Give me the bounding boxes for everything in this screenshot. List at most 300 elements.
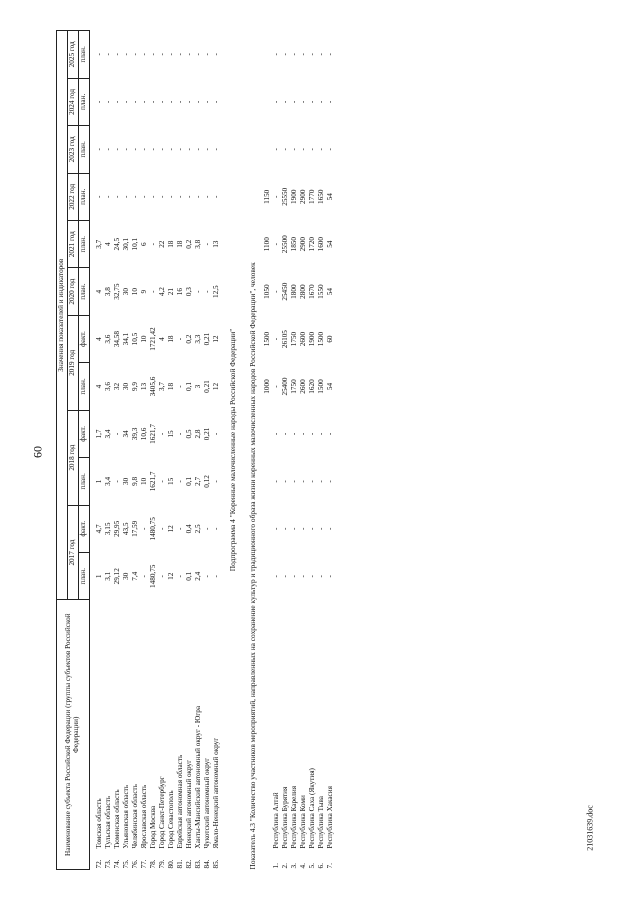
value-cell: -: [104, 195, 113, 198]
value-cell: 1720: [307, 237, 316, 252]
value-cell: -: [203, 243, 212, 246]
region-name: Тульская область: [104, 796, 113, 849]
value-cell: 2900: [298, 189, 307, 204]
value-cell: 34,58: [113, 331, 122, 348]
value-cell: -: [131, 195, 140, 198]
row-number: 4.: [298, 863, 307, 869]
region-name-cell: [104, 600, 113, 870]
value-cell: [263, 553, 272, 600]
value-cell: 1500: [316, 331, 325, 347]
table-row: [176, 31, 185, 870]
value-cell: -: [271, 480, 280, 483]
value-cell: -: [298, 148, 307, 151]
value-cell: -: [212, 480, 221, 483]
value-cell: -: [325, 575, 334, 578]
value-cell: 54: [325, 288, 334, 296]
value-cell: -: [289, 148, 298, 151]
value-cell: -: [271, 195, 280, 198]
value-cell: 3,4: [104, 476, 113, 486]
subprogram-row: [221, 31, 244, 870]
region-name-cell: [140, 600, 149, 870]
value-cell: -: [149, 100, 158, 104]
value-cell: 0,1: [185, 382, 194, 392]
value-cell: -: [212, 527, 221, 531]
value-cell: -: [280, 432, 289, 436]
value-cell: 1721,42: [149, 327, 158, 351]
value-cell: -: [149, 53, 158, 56]
row-number: 85.: [212, 859, 221, 869]
value-cell: [263, 78, 272, 125]
value-cell: 0,12: [203, 475, 212, 488]
value-cell: -: [158, 432, 167, 436]
region-name: Ульяновская область: [122, 784, 131, 849]
region-name-cell: [299, 600, 308, 870]
value-cell: -: [95, 53, 104, 56]
header-plan: план.: [79, 363, 90, 410]
value-cell: 0,2: [185, 239, 194, 249]
value-cell: -: [131, 53, 140, 56]
value-cell: 1550: [316, 284, 325, 299]
value-cell: -: [185, 100, 194, 104]
value-cell: 4: [95, 384, 104, 389]
value-cell: 30: [122, 572, 131, 580]
value-cell: -: [212, 148, 221, 151]
value-cell: -: [131, 148, 140, 151]
value-cell: 30: [122, 477, 131, 485]
value-cell: -: [307, 432, 316, 436]
value-cell: 1900: [307, 331, 316, 347]
value-cell: -: [167, 148, 176, 151]
value-cell: [263, 458, 272, 505]
value-cell: -: [280, 148, 289, 151]
value-cell: 1050: [262, 284, 271, 299]
region-name: Республика Бурятия: [280, 786, 289, 849]
value-cell: -: [176, 148, 185, 151]
value-cell: 1770: [307, 189, 316, 204]
value-cell: -: [176, 195, 185, 198]
region-name: Тюменская область: [113, 789, 122, 849]
row-number: 73.: [104, 859, 113, 869]
value-cell: [263, 410, 272, 457]
value-cell: 6: [140, 242, 149, 246]
value-cell: -: [104, 53, 113, 56]
value-cell: -: [271, 432, 280, 436]
value-cell: -: [289, 480, 298, 483]
row-number: 83.: [194, 859, 203, 869]
value-cell: -: [280, 527, 289, 531]
region-name-cell: [308, 600, 317, 870]
value-cell: -: [212, 575, 221, 578]
value-cell: -: [176, 337, 185, 341]
value-cell: 1621,7: [149, 471, 158, 492]
value-cell: -: [212, 100, 221, 104]
value-cell: 1000: [262, 379, 271, 394]
value-cell: 15: [167, 477, 176, 485]
value-cell: 2,4: [194, 571, 203, 581]
value-cell: 10: [140, 477, 149, 485]
value-cell: 4,7: [95, 524, 104, 534]
indicator-row: [244, 31, 263, 870]
value-cell: -: [316, 53, 325, 56]
row-number: 76.: [131, 859, 140, 869]
value-cell: -: [325, 148, 334, 151]
value-cell: -: [280, 575, 289, 578]
value-cell: -: [158, 575, 167, 578]
row-number: 78.: [149, 859, 158, 869]
value-cell: -: [176, 100, 185, 104]
value-cell: 25400: [280, 377, 289, 396]
value-cell: -: [176, 385, 185, 388]
row-number: 6.: [316, 863, 325, 869]
table-row: [194, 31, 203, 870]
value-cell: -: [149, 243, 158, 246]
value-cell: -: [289, 527, 298, 531]
value-cell: 12: [167, 525, 176, 533]
value-cell: -: [104, 148, 113, 151]
value-cell: -: [95, 100, 104, 104]
value-cell: -: [316, 575, 325, 578]
value-cell: 0,1: [185, 571, 194, 581]
value-cell: -: [158, 100, 167, 104]
value-cell: 4,2: [158, 287, 167, 297]
header-plan: план.: [79, 553, 90, 600]
region-name-cell: [149, 600, 158, 870]
value-cell: -: [307, 53, 316, 56]
value-cell: -: [316, 100, 325, 104]
value-cell: 29,12: [113, 568, 122, 585]
value-cell: 2,5: [194, 524, 203, 534]
row-number: 81.: [176, 859, 185, 869]
header-year: 2025 год: [68, 31, 79, 79]
region-name: Томская область: [95, 798, 104, 849]
value-cell: -: [289, 575, 298, 578]
table-row: [263, 31, 272, 870]
value-cell: 2600: [298, 379, 307, 394]
value-cell: 0,4: [185, 524, 194, 534]
value-cell: 3: [194, 384, 203, 389]
value-cell: 9,8: [131, 476, 140, 486]
value-cell: 0,21: [203, 332, 212, 346]
value-cell: 1750: [289, 379, 298, 394]
value-cell: -: [316, 480, 325, 483]
header-plan: план.: [79, 126, 90, 173]
value-cell: -: [194, 148, 203, 151]
value-cell: -: [167, 195, 176, 198]
value-cell: -: [149, 195, 158, 198]
value-cell: -: [298, 53, 307, 56]
row-number: 84.: [203, 859, 212, 869]
region-name-cell: [158, 600, 167, 870]
value-cell: -: [307, 527, 316, 531]
value-cell: -: [194, 290, 203, 293]
region-name: Республика Карелия: [289, 785, 298, 849]
value-cell: 26105: [280, 330, 289, 349]
value-cell: -: [95, 148, 104, 151]
value-cell: -: [131, 100, 140, 104]
value-cell: 7,4: [131, 571, 140, 581]
region-name-cell: [326, 600, 335, 870]
region-name: Город Санкт-Петербург: [158, 776, 167, 849]
header-fact: факт.: [79, 410, 90, 457]
value-cell: -: [325, 100, 334, 104]
value-cell: -: [307, 575, 316, 578]
value-cell: -: [122, 148, 131, 151]
value-cell: 34: [122, 430, 131, 438]
table-row: [281, 31, 290, 870]
value-cell: -: [203, 575, 212, 578]
value-cell: 29,95: [113, 520, 122, 537]
row-number: 80.: [167, 859, 176, 869]
table-row: [326, 31, 335, 870]
table-row: [95, 31, 104, 870]
value-cell: -: [176, 53, 185, 56]
value-cell: -: [203, 53, 212, 56]
table-body: [90, 31, 335, 870]
header-year: 2021 год: [68, 220, 79, 267]
value-cell: -: [325, 432, 334, 436]
value-cell: 25550: [280, 187, 289, 206]
header-plan: план.: [79, 268, 90, 315]
value-cell: 3,6: [104, 334, 113, 344]
table-row: [122, 31, 131, 870]
region-name-cell: [131, 600, 140, 870]
header-fact: факт.: [79, 505, 90, 552]
value-cell: 43,5: [122, 522, 131, 536]
region-name-cell: [194, 600, 203, 870]
row-number: 79.: [158, 859, 167, 869]
value-cell: 1480,75: [149, 564, 158, 588]
header-plan: план.: [79, 173, 90, 220]
value-cell: 10,6: [140, 427, 149, 441]
header-year: 2019 год: [68, 315, 79, 410]
value-cell: 9,9: [131, 382, 140, 392]
value-cell: -: [289, 432, 298, 436]
region-name: Ханты-Мансийский автономный округ - Югра: [194, 705, 203, 849]
region-name: Ямало-Ненецкий автономный округ: [212, 737, 221, 849]
value-cell: 4: [104, 242, 113, 246]
value-cell: -: [185, 53, 194, 56]
value-cell: 3,15: [104, 522, 113, 536]
value-cell: 3,1: [104, 571, 113, 581]
value-cell: -: [307, 100, 316, 104]
value-cell: -: [307, 148, 316, 151]
value-cell: 1500: [316, 379, 325, 394]
table-row: [104, 31, 113, 870]
region-name: Город Москва: [149, 805, 158, 849]
value-cell: 22: [158, 240, 167, 248]
value-cell: -: [325, 53, 334, 56]
value-cell: -: [158, 148, 167, 151]
value-cell: 2600: [298, 331, 307, 347]
value-cell: -: [280, 53, 289, 56]
value-cell: 10,5: [131, 332, 140, 346]
region-name-cell: [176, 600, 185, 870]
value-cell: 1: [95, 574, 104, 579]
value-cell: -: [271, 385, 280, 388]
value-cell: 3,3: [194, 334, 203, 344]
value-cell: -: [113, 432, 122, 436]
value-cell: 0,2: [185, 334, 194, 344]
value-cell: -: [212, 195, 221, 198]
value-cell: 2,8: [194, 429, 203, 439]
table-row: [185, 31, 194, 870]
value-cell: -: [149, 290, 158, 293]
value-cell: 30: [122, 382, 131, 391]
region-name: Ярославская область: [140, 784, 149, 849]
value-cell: 1620: [307, 379, 316, 394]
value-cell: -: [271, 337, 280, 341]
value-cell: 54: [325, 193, 334, 201]
region-name-cell: [263, 600, 272, 870]
value-cell: 2900: [298, 237, 307, 252]
value-cell: -: [271, 100, 280, 104]
value-cell: 3,8: [104, 287, 113, 297]
row-number: 75.: [122, 859, 131, 869]
value-cell: 39,3: [131, 427, 140, 441]
row-number: 2.: [280, 863, 289, 869]
header-region-name: Наименование субъекта Российской Федерации (группы субъектов Российской Федерации): [57, 600, 90, 870]
value-cell: 18: [176, 240, 185, 248]
value-cell: 3,6: [104, 382, 113, 392]
value-cell: 1480,75: [149, 517, 158, 541]
value-cell: -: [104, 100, 113, 104]
table-row: [212, 31, 221, 870]
region-name: Чукотский автономный округ: [203, 757, 212, 849]
value-cell: [263, 126, 272, 173]
value-cell: -: [316, 432, 325, 436]
value-cell: -: [212, 53, 221, 56]
region-name: Челябинская область: [131, 784, 140, 849]
value-cell: 12: [167, 572, 176, 580]
value-cell: 13: [212, 240, 221, 248]
value-cell: -: [289, 53, 298, 56]
value-cell: 15: [167, 430, 176, 438]
table-row: [131, 31, 140, 870]
table-header: [57, 31, 90, 870]
value-cell: -: [271, 575, 280, 578]
value-cell: -: [185, 148, 194, 151]
indicator-title: Показатель 4.3 "Количество участников мероприятий, направленных на сохранение культур и традиционного образа жизни коренных малочисленных народов Российской Федерации", человек: [248, 262, 257, 870]
row-number: 74.: [113, 859, 122, 869]
value-cell: -: [194, 100, 203, 104]
row-number: 7.: [325, 863, 334, 869]
value-cell: 4: [158, 337, 167, 341]
rotated-table-container: [56, 30, 586, 870]
value-cell: 4: [95, 337, 104, 341]
value-cell: 1,7: [95, 429, 104, 439]
value-cell: 17,59: [131, 520, 140, 537]
table-row: [317, 31, 326, 870]
value-cell: 25500: [280, 235, 289, 254]
value-cell: -: [212, 432, 221, 436]
indicators-table: [56, 30, 335, 870]
value-cell: -: [113, 53, 122, 56]
value-cell: -: [140, 100, 149, 104]
value-cell: -: [149, 148, 158, 151]
value-cell: 30,1: [122, 237, 131, 251]
value-cell: 21: [167, 288, 176, 296]
region-name: Республика Хакасия: [325, 786, 334, 849]
value-cell: 2,7: [194, 476, 203, 486]
region-name-cell: [281, 600, 290, 870]
region-name-cell: [95, 600, 104, 870]
header-year: 2023 год: [68, 126, 79, 173]
value-cell: 10: [140, 335, 149, 343]
value-cell: -: [140, 195, 149, 198]
value-cell: -: [271, 527, 280, 531]
value-cell: 1150: [262, 189, 271, 204]
value-cell: -: [298, 432, 307, 436]
value-cell: -: [325, 480, 334, 483]
table-row: [290, 31, 299, 870]
value-cell: -: [271, 53, 280, 56]
value-cell: 13: [140, 382, 149, 391]
value-cell: -: [298, 575, 307, 578]
value-cell: 3405,6: [149, 376, 158, 397]
value-cell: -: [194, 195, 203, 198]
header-plan: план.: [79, 220, 90, 267]
subprogram-title: Подпрограмма 4 "Коренные малочисленные народы Российской Федерации": [228, 328, 238, 572]
value-cell: 4: [95, 289, 104, 294]
row-number: 77.: [140, 859, 149, 869]
region-name-cell: [113, 600, 122, 870]
value-cell: -: [176, 575, 185, 578]
value-cell: -: [140, 575, 149, 578]
value-cell: -: [271, 148, 280, 151]
value-cell: -: [113, 480, 122, 483]
value-cell: 2800: [298, 284, 307, 299]
value-cell: 60: [325, 335, 334, 343]
value-cell: -: [95, 195, 104, 198]
value-cell: 32,75: [113, 283, 122, 300]
value-cell: -: [280, 480, 289, 483]
region-name-cell: [290, 600, 299, 870]
row-number: 82.: [185, 859, 194, 869]
header-year: 2020 год: [68, 268, 79, 315]
value-cell: 25450: [280, 282, 289, 301]
value-cell: -: [158, 527, 167, 531]
value-cell: 1100: [262, 237, 271, 252]
region-name: Республика Тыва: [316, 796, 325, 849]
value-cell: -: [316, 527, 325, 531]
region-name-cell: [203, 600, 212, 870]
header-fact: факт.: [79, 315, 90, 362]
table-row: [203, 31, 212, 870]
value-cell: -: [280, 100, 289, 104]
value-cell: -: [203, 527, 212, 531]
header-plan: план.: [79, 78, 90, 125]
value-cell: 1: [95, 479, 104, 484]
value-cell: 18: [167, 382, 176, 391]
value-cell: -: [176, 527, 185, 531]
table-row: [158, 31, 167, 870]
table-row: [167, 31, 176, 870]
value-cell: -: [113, 148, 122, 151]
value-cell: 1800: [289, 284, 298, 299]
region-name-cell: [212, 600, 221, 870]
header-year: 2024 год: [68, 78, 79, 125]
value-cell: -: [203, 100, 212, 104]
value-cell: 1670: [307, 284, 316, 299]
row-number: 72.: [95, 859, 104, 869]
table-row: [308, 31, 317, 870]
row-number: 1.: [271, 863, 280, 869]
value-cell: -: [203, 148, 212, 151]
value-cell: -: [298, 527, 307, 531]
value-cell: -: [176, 432, 185, 436]
table-row: [299, 31, 308, 870]
value-cell: 1900: [289, 189, 298, 204]
